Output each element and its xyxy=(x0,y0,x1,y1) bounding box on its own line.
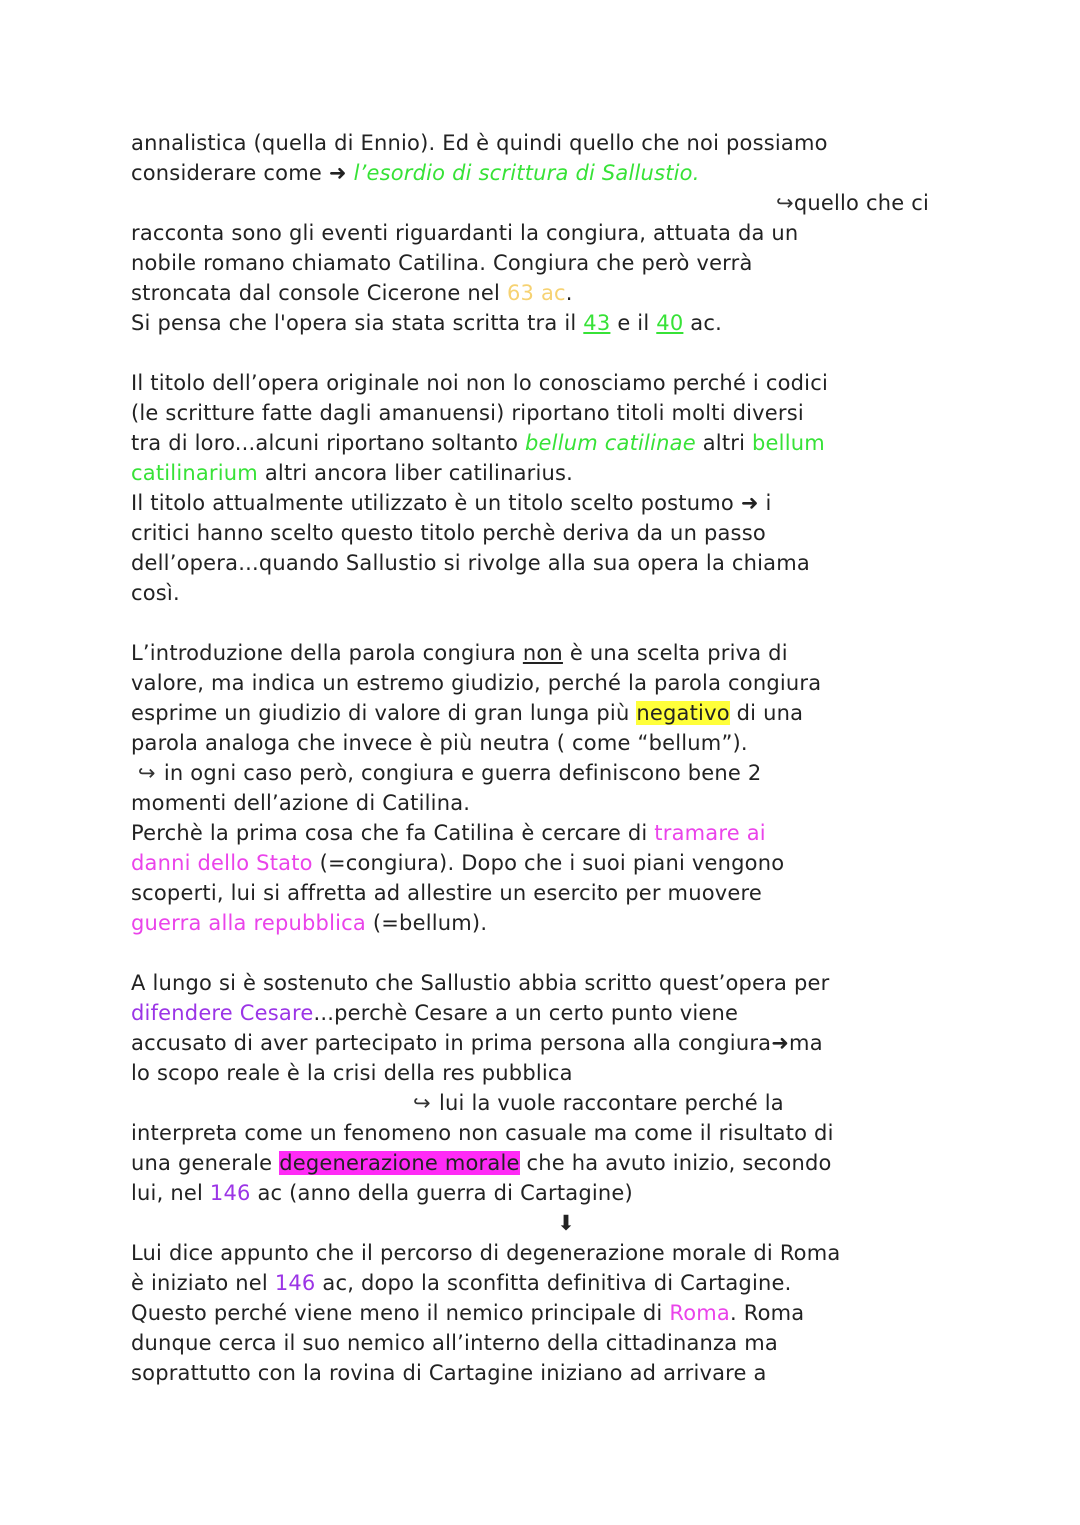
text: . Roma xyxy=(729,1301,805,1325)
text: critici hanno scelto questo titolo perchè deriva da un passo xyxy=(131,521,766,545)
text: dell’opera...quando Sallustio si rivolge alla sua opera la chiama xyxy=(131,551,810,575)
text-line xyxy=(131,1328,961,1358)
text-line xyxy=(131,878,961,908)
text-line xyxy=(131,158,961,188)
text-line xyxy=(131,1358,961,1388)
text: momenti dell’azione di Catilina. xyxy=(131,791,471,815)
text-line xyxy=(131,308,961,338)
text: ac. xyxy=(690,311,722,335)
highlight-green: l’esordio di scrittura di Sallustio. xyxy=(353,161,700,185)
date-highlight: 146 xyxy=(274,1271,316,1295)
text-line xyxy=(131,278,961,308)
arrow-right-icon: ➜ xyxy=(328,161,347,185)
highlight-purple: difendere Cesare xyxy=(131,1001,314,1025)
text-line xyxy=(131,518,961,548)
text: ac (anno della guerra di Cartagine) xyxy=(257,1181,633,1205)
highlight-green: catilinarium xyxy=(131,461,258,485)
yellow-highlight: negativo xyxy=(636,701,730,725)
date-highlight: 63 ac xyxy=(506,281,566,305)
text-line xyxy=(131,458,961,488)
hook-arrow-icon: ↪ xyxy=(776,191,794,215)
highlight-green: bellum xyxy=(752,431,825,455)
text: A lungo si è sostenuto che Sallustio abbia scritto quest’opera per xyxy=(131,971,830,995)
text: scoperti, lui si affretta ad allestire un esercito per muovere xyxy=(131,881,763,905)
text: i xyxy=(765,491,772,515)
text: altri xyxy=(702,431,746,455)
text-line xyxy=(131,1178,961,1208)
arrow-right-icon: ➜ xyxy=(740,491,759,515)
date-highlight: 43 xyxy=(583,311,611,335)
text-line xyxy=(131,1148,961,1178)
text-line xyxy=(131,668,961,698)
highlight-magenta: tramare ai xyxy=(654,821,766,845)
text: che ha avuto inizio, secondo xyxy=(526,1151,832,1175)
text: lo scopo reale è la crisi della res pubblica xyxy=(131,1061,573,1085)
text: esprime un giudizio di valore di gran lunga più xyxy=(131,701,630,725)
text: altri ancora liber catilinarius. xyxy=(264,461,574,485)
text-line xyxy=(131,758,961,788)
text: interpreta come un fenomeno non casuale ma come il risultato di xyxy=(131,1121,834,1145)
text: soprattutto con la rovina di Cartagine iniziano ad arrivare a xyxy=(131,1361,767,1385)
text-line xyxy=(131,818,961,848)
text: in ogni caso però, congiura e guerra definiscono bene 2 xyxy=(163,761,762,785)
text-line xyxy=(131,1118,961,1148)
text: di una xyxy=(736,701,804,725)
text: nobile romano chiamato Catilina. Congiura che però verrà xyxy=(131,251,753,275)
date-highlight: 40 xyxy=(656,311,684,335)
hook-arrow-icon: ↪ xyxy=(137,761,156,785)
text: tra di loro...alcuni riportano soltanto xyxy=(131,431,519,455)
text: Il titolo attualmente utilizzato è un titolo scelto postumo xyxy=(131,491,734,515)
highlight-magenta: danni dello Stato xyxy=(131,851,313,875)
hook-arrow-icon: ↪ xyxy=(413,1091,431,1115)
text-line xyxy=(131,188,961,218)
text: è iniziato nel xyxy=(131,1271,268,1295)
text-line xyxy=(131,368,961,398)
text-line xyxy=(131,428,961,458)
text: . xyxy=(565,281,573,305)
text-line xyxy=(131,548,961,578)
underlined-text: non xyxy=(522,641,563,665)
text-line xyxy=(131,128,961,158)
text: accusato di aver partecipato in prima persona alla congiura xyxy=(131,1031,772,1055)
text-line xyxy=(131,1268,961,1298)
arrow-right-icon: ➜ xyxy=(771,1031,790,1055)
text-line xyxy=(131,968,961,998)
text: ...perchè Cesare a un certo punto viene xyxy=(313,1001,739,1025)
text-line xyxy=(131,788,961,818)
arrow-down-icon: ⬇ xyxy=(557,1211,575,1235)
text-line xyxy=(131,638,961,668)
text: dunque cerca il suo nemico all’interno della cittadinanza ma xyxy=(131,1331,778,1355)
text-line xyxy=(131,1088,961,1118)
notes-content xyxy=(131,128,961,1388)
text: (=bellum). xyxy=(372,911,488,935)
text-line xyxy=(131,848,961,878)
text: e il xyxy=(617,311,650,335)
text: ma xyxy=(789,1031,823,1055)
text: Si pensa che l'opera sia stata scritta tra il xyxy=(131,311,577,335)
text: racconta sono gli eventi riguardanti la congiura, attuata da un xyxy=(131,221,799,245)
text-line xyxy=(131,728,961,758)
magenta-highlight: degenerazione morale xyxy=(279,1151,520,1175)
text-line xyxy=(131,998,961,1028)
text: è una scelta priva di xyxy=(569,641,788,665)
text: annalistica (quella di Ennio). Ed è quindi quello che noi possiamo xyxy=(131,131,828,155)
text-line xyxy=(131,248,961,278)
text: valore, ma indica un estremo giudizio, perché la parola congiura xyxy=(131,671,822,695)
highlight-magenta: Roma xyxy=(669,1301,730,1325)
text: Il titolo dell’opera originale noi non lo conosciamo perché i codici xyxy=(131,371,828,395)
text: considerare come xyxy=(131,161,322,185)
highlight-magenta: guerra alla repubblica xyxy=(131,911,366,935)
text: quello che ci xyxy=(793,191,929,215)
date-highlight: 146 xyxy=(209,1181,251,1205)
text: una generale xyxy=(131,1151,273,1175)
text-line xyxy=(131,1028,961,1058)
text: (=congiura). Dopo che i suoi piani vengono xyxy=(319,851,785,875)
text: Lui dice appunto che il percorso di degenerazione morale di Roma xyxy=(131,1241,841,1265)
text-line xyxy=(131,908,961,938)
text: lui, nel xyxy=(131,1181,203,1205)
text: L’introduzione della parola congiura xyxy=(131,641,516,665)
text-line xyxy=(131,1238,961,1268)
text-line xyxy=(131,218,961,248)
text: (le scritture fatte dagli amanuensi) riportano titoli molti diversi xyxy=(131,401,804,425)
text-line xyxy=(131,578,961,608)
text: Perchè la prima cosa che fa Catilina è cercare di xyxy=(131,821,648,845)
text-line xyxy=(131,488,961,518)
text: lui la vuole raccontare perché la xyxy=(439,1091,784,1115)
text-line xyxy=(131,1058,961,1088)
text: Questo perché viene meno il nemico principale di xyxy=(131,1301,663,1325)
arrow-down-line xyxy=(131,1208,961,1238)
text: parola analoga che invece è più neutra ( come “bellum”). xyxy=(131,731,748,755)
text-line xyxy=(131,1298,961,1328)
text: stroncata dal console Cicerone nel xyxy=(131,281,501,305)
text-line xyxy=(131,398,961,428)
highlight-green: bellum catilinae xyxy=(525,431,696,455)
text: ac, dopo la sconfitta definitiva di Cartagine. xyxy=(322,1271,792,1295)
text: così. xyxy=(131,581,180,605)
text-line xyxy=(131,698,961,728)
